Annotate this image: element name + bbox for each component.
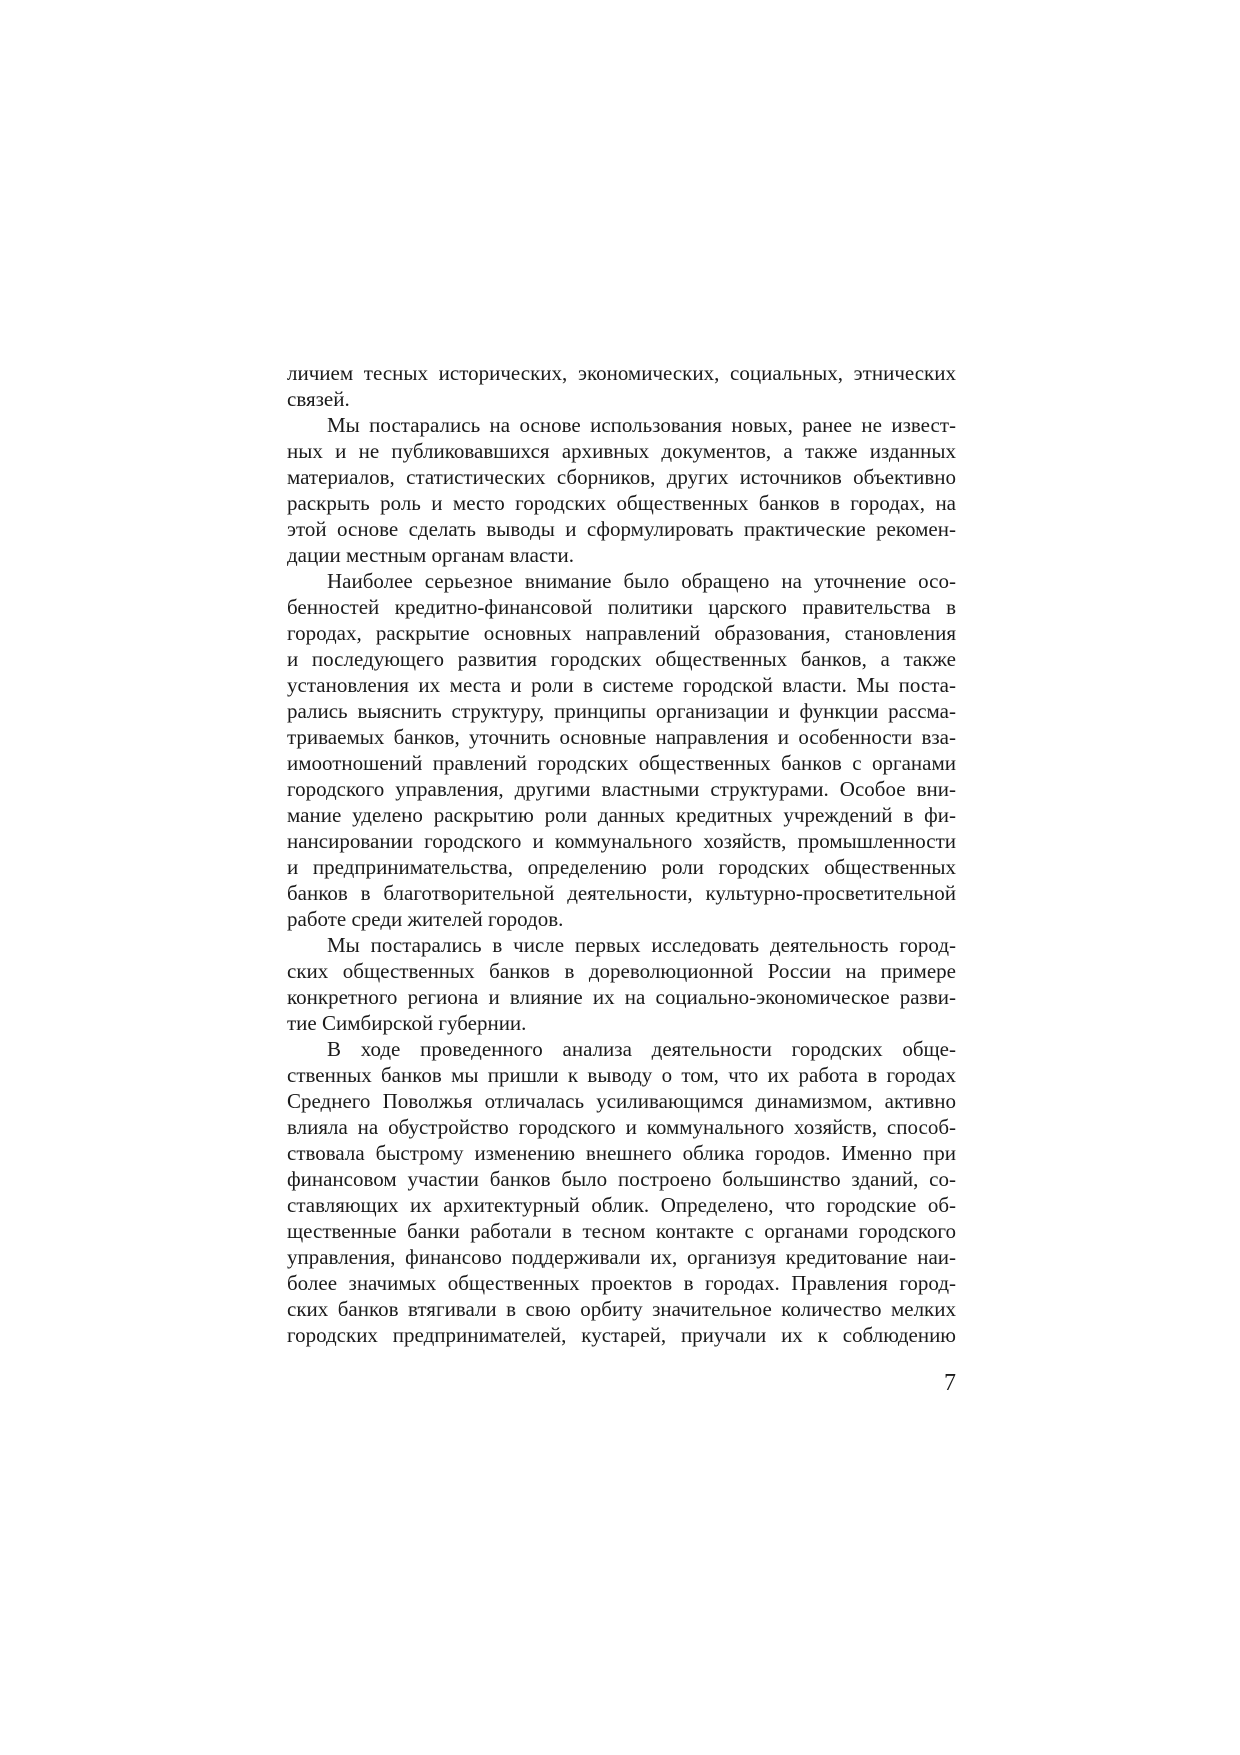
text-line: городского управления, другими властными структурами. Особое вни- [287,777,956,801]
text-line: управления, финансово поддерживали их, организуя кредитование наи- [287,1245,956,1269]
text-line: финансовом участии банков было построено большинство зданий, со- [287,1167,956,1191]
text-line: мание уделено раскрытию роли данных кредитных учреждений в фи- [287,803,956,827]
text-line: ных и не публиковавшихся архивных документов, а также изданных [287,439,956,463]
text-line: дации местным органам власти. [287,543,574,567]
text-line: работе среди жителей городов. [287,907,564,931]
text-line: бенностей кредитно-финансовой политики царского правительства в [287,595,956,619]
text-line: этой основе сделать выводы и сформулировать практические рекомен- [287,517,956,541]
text-line: личием тесных исторических, экономических, социальных, этнических [287,361,956,385]
text-line: ственных банков мы пришли к выводу о том, что их работа в городах [287,1063,956,1087]
text-line: Наиболее серьезное внимание было обращено на уточнение осо- [327,569,956,593]
text-line: Среднего Поволжья отличалась усиливающимся динамизмом, активно [287,1089,956,1113]
text-line: Мы постарались в числе первых исследовать деятельность город- [327,933,956,957]
text-line: ских банков втягивали в свою орбиту значительное количество мелких [287,1297,956,1321]
text-line: материалов, статистических сборников, других источников объективно [287,465,956,489]
text-line: установления их места и роли в системе городской власти. Мы поста- [287,673,956,697]
text-line: банков в благотворительной деятельности, культурно-просветительной [287,881,956,905]
text-line: связей. [287,387,350,411]
text-line: городских предпринимателей, кустарей, приучали их к соблюдению [287,1323,956,1347]
text-line: ставляющих их архитектурный облик. Определено, что городские об- [287,1193,956,1217]
text-line: триваемых банков, уточнить основные направления и особенности вза- [287,725,956,749]
text-line: В ходе проведенного анализа деятельности городских обще- [327,1037,956,1061]
body-text [287,360,956,1348]
text-line: Мы постарались на основе использования новых, ранее не извест- [327,413,956,437]
text-line: городах, раскрытие основных направлений образования, становления [287,621,956,645]
text-line: и предпринимательства, определению роли городских общественных [287,855,956,879]
text-line: рались выяснить структуру, принципы организации и функции рассма- [287,699,956,723]
text-line: ствовала быстрому изменению внешнего облика городов. Именно при [287,1141,956,1165]
text-line: более значимых общественных проектов в городах. Правления город- [287,1271,956,1295]
text-line: имоотношений правлений городских общественных банков с органами [287,751,956,775]
text-line: ских общественных банков в дореволюционной России на примере [287,959,956,983]
text-line: конкретного региона и влияние их на социально-экономическое разви- [287,985,956,1009]
page-number: 7 [944,1370,956,1396]
text-line: влияла на обустройство городского и коммунального хозяйств, способ- [287,1115,956,1139]
text-line: щественные банки работали в тесном контакте с органами городского [287,1219,956,1243]
text-line: нансировании городского и коммунального хозяйств, промышленности [287,829,956,853]
text-line: тие Симбирской губернии. [287,1011,527,1035]
text-line: и последующего развития городских общественных банков, а также [287,647,956,671]
text-line: раскрыть роль и место городских общественных банков в городах, на [287,491,956,515]
